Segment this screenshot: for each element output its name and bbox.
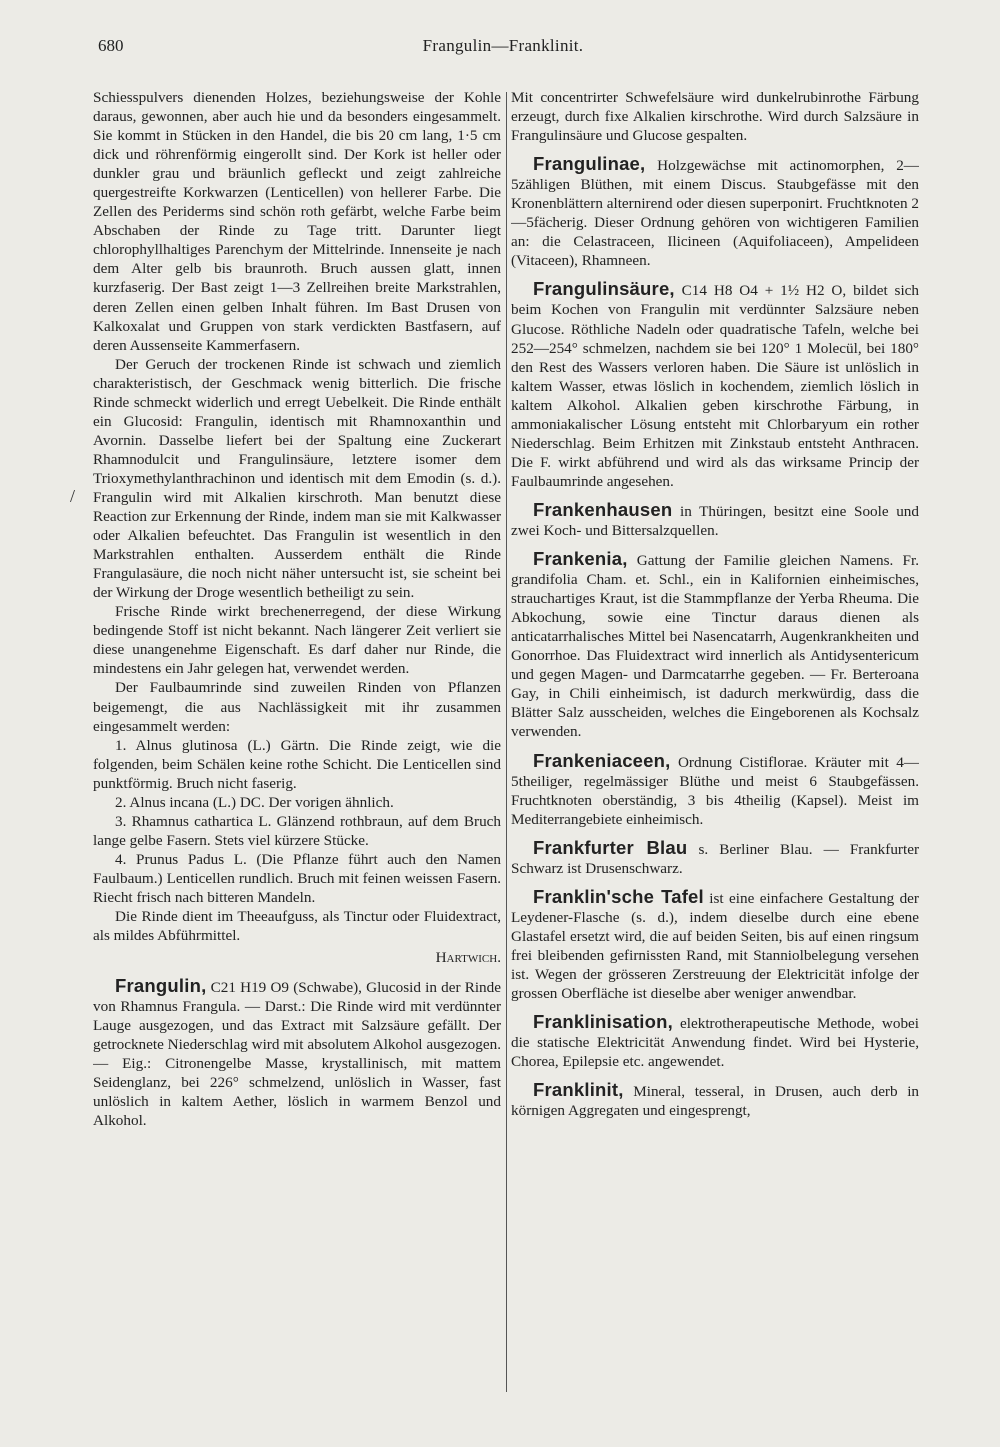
entry-headword: Franklin'sche Tafel (533, 885, 704, 907)
entry-text: elektrotherapeutische Methode, wobei die statische Elektricität Anwendung findet. Wird bei Hysterie, Chorea, Epilepsie etc. angewendet. (511, 1015, 919, 1071)
entry-headword: Frangulinsäure, (533, 278, 675, 300)
author-signature: Hartwich. (435, 949, 501, 967)
paragraph: 2. Alnus incana (L.) DC. Der vorigen ähnlich. (115, 793, 394, 811)
entry-text: Gattung der Familie gleichen Namens. Fr. grandifolia Cham. et. Schl., ein in Kalifornien einheimisches, strauchartiges Kraut, ist die Stammpflanze der Yerba Rheuma. Die Abkochung, sowie eine Tinctur daraus dienen als anticatarrhalisches Mittel bei Nasencatarrh, Augenkrankheiten und Gonorrhoe. Das Fluidextract wird innerlich als Antidysentericum und gegen Magen- und Darmcatarrhe gegeben. — Fr. Berteroana Gay, in Chili einheimisch, ist dadurch merkwürdig, dass die Blätter Salz ausscheiden, welches die Eingeborenen als Kochsalz verwenden. (511, 552, 919, 741)
dictionary-entry (511, 549, 919, 741)
paragraph: Mit concentrirter Schwefelsäure wird dunkelrubinrothe Färbung erzeugt, durch fixe Alkalien kirschrothe. Wird durch Salzsäure in Frangulinsäure und Glucose gespalten. (511, 89, 919, 145)
dictionary-entry (511, 279, 919, 491)
column-divider (506, 92, 507, 1392)
paragraph: Die Rinde dient im Theeaufguss, als Tinctur oder Fluidextract, als mildes Abführmittel. (93, 908, 501, 945)
dictionary-entry (511, 1012, 919, 1071)
page-number: 680 (98, 36, 124, 55)
entry-text: Mineral, tesseral, in Drusen, auch derb in körnigen Aggregaten und eingesprengt, (511, 1083, 919, 1120)
entry-text: C14 H8 O4 + 1½ H2 O, bildet sich beim Kochen von Frangulin mit verdünnter Salzsäure neben Glucose. Röthliche Nadeln oder quadratische Tafeln, welche bei 252—254° schmelzen, nachdem sie bei 120° 1 Molecül, bei 180° den Rest des Wassers verloren haben. Die Säure ist unlöslich in kaltem Wasser, etwas löslich in kochendem, ziemlich löslich in kaltem Alkohol. Alkalien geben kirschrothe Färbung, in ammoniakalischer Lösung entsteht mit Chlorbaryum ein rother Niederschlag. Beim Erhitzen mit Zinkstaub entsteht Anthracen. Die F. wirkt abführend und wird als das wirksame Princip der Faulbaumrinde angesehen. (511, 282, 919, 490)
entry-headword: Franklinit, (533, 1079, 624, 1101)
entry-text: ist eine einfachere Gestaltung der Leydener-Flasche (s. d.), indem dieselbe durch eine ebene Glastafel ersetzt wird, die auf beiden Seiten, bis auf einen ringsum frei bleibenden gefirnissten Rand, mit Stanniolbelegung versehen ist. Wegen der grösseren Zerstreuung der Elektricität infolge der grossen Oberfläche ist dieselbe aber weniger anwendbar. (511, 889, 919, 1003)
entry-text: C21 H19 O9 (Schwabe), Glucosid in der Rinde von Rhamnus Frangula. — Darst.: Die Rinde wird mit verdünnter Lauge ausgezogen, und das Extract mit Salzsäure gefällt. Der getrocknete Niederschlag wird mit absolutem Alkohol ausgezogen. — Eig.: Citronengelbe Masse, krystallinisch, mit mattem Seidenglanz, bei 226° schmelzend, unlöslich in Wasser, fast unlöslich in kaltem Aether, löslich in warmem Benzol und Alkohol. (93, 979, 501, 1130)
paragraph: 3. Rhamnus cathartica L. Glänzend rothbraun, auf dem Bruch lange gelbe Fasern. Stets viel kürzere Stücke. (93, 812, 501, 849)
page-header (98, 36, 908, 60)
paragraph: Der Geruch der trockenen Rinde ist schwach und ziemlich charakteristisch, der Geschmack wenig bitterlich. Die frische Rinde schmeckt widerlich und erregt Uebelkeit. Die Rinde enthält ein Glucosid: Frangulin, identisch mit Rhamnoxanthin und Avornin. Dasselbe liefert bei der Spaltung eine Zuckerart Rhamnodulcit und Frangulinsäure, letztere isomer dem Trioxymethylanthrachinon und identisch mit dem Emodin (s. d.). Frangulin wird mit Alkalien kirschroth. Man benutzt diese Reaction zur Erkennung der Rinde, indem man sie mit Kalkwasser oder Alkalien befeuchtet. Das Frangulin ist wesentlich in den Markstrahlen enthalten. Ausserdem enthält die Rinde Frangulasäure, die noch nicht näher untersucht ist, sie scheint bei der Wirkung der Droge wesentlich betheiligt zu sein. (93, 355, 501, 602)
paragraph: 1. Alnus glutinosa (L.) Gärtn. Die Rinde zeigt, wie die folgenden, beim Schälen keine rothe Schicht. Die Lenticellen sind punktförmig. Bruch nicht faserig. (93, 736, 501, 792)
paragraph: Schiesspulvers dienenden Holzes, beziehungsweise der Kohle daraus, gewonnen, aber auch hie und da besonders eingesammelt. Sie kommt in Stücken in den Handel, die bis 20 cm lang, 1·5 cm dick und röhrenförmig eingerollt sind. Der Kork ist heller oder dunkler grau und bräunlich gefleckt und zeigt zahlreiche quergestreifte Korkwarzen (Lenticellen) von hellerer Farbe. Die Zellen des Periderms sind schön roth gefärbt, welche Farbe beim Abschaben der Rinde zu Tage tritt. Darunter liegt chlorophyllhaltiges Parenchym der Mittelrinde. Innenseite je nach dem Alter gelb bis braunroth. Bruch aussen glatt, innen kurzfaserig. Der Bast zeigt 1—3 Zellreihen breite Markstrahlen, deren Zellen einen gelben Inhalt führen. Im Bast Drusen von Kalkoxalat und Gruppen von stark verdickten Bastfasern, auf deren Aussenseite Kammerfasern. (93, 89, 501, 354)
right-column (511, 88, 919, 1428)
entry-text: s. Berliner Blau. — Frankfurter Schwarz ist Drusenschwarz. (511, 840, 919, 877)
entry-headword: Frangulin, (115, 975, 207, 997)
dictionary-entry (511, 751, 919, 829)
margin-mark: / (70, 486, 76, 506)
paragraph: Der Faulbaumrinde sind zuweilen Rinden von Pflanzen beigemengt, die aus Nachlässigkeit mit ihr zusammen eingesammelt werden: (93, 679, 501, 735)
dictionary-entry (511, 887, 919, 1003)
dictionary-entry (511, 838, 919, 878)
entry-text: in Thüringen, besitzt eine Soole und zwei Koch- und Bittersalzquellen. (511, 502, 919, 539)
entry-headword: Frankenhausen (533, 498, 673, 520)
entry-headword: Frankfurter Blau (533, 836, 688, 858)
dictionary-entry (511, 154, 919, 270)
left-column (93, 88, 501, 1428)
paragraph: Frische Rinde wirkt brechenerregend, der diese Wirkung bedingende Stoff ist nicht bekannt. Nach längerer Zeit verliert sie diese unangenehme Eigenschaft. Es darf daher nur Rinde, die mindestens ein Jahr gelegen hat, verwendet werden. (93, 603, 501, 678)
entry-headword: Franklinisation, (533, 1011, 673, 1033)
entry-headword: Frangulinae, (533, 153, 646, 175)
paragraph: 4. Prunus Padus L. (Die Pflanze führt auch den Namen Faulbaum.) Lenticellen rundlich. Bruch mit feinen weissen Fasern. Riecht frisch nach bitteren Mandeln. (93, 850, 501, 906)
dictionary-entry (511, 1080, 919, 1120)
entry-headword: Frankenia, (533, 548, 628, 570)
entry-headword: Frankeniaceen, (533, 749, 671, 771)
running-head: Frangulin—Franklinit. (422, 36, 584, 55)
dictionary-entry (511, 500, 919, 540)
entry-text: Holzgewächse mit actinomorphen, 2—5zähligen Blüthen, mit einem Discus. Staubgefässe mit den Kronenblättern alternirend oder diesen superponirt. Fruchtknoten 2—5fächerig. Dieser Ordnung gehören von wichtigeren Familien an: die Celastraceen, Ilicineen (Aquifoliaceen), Ampelideen (Vitaceen), Rhamneen. (511, 157, 919, 270)
dictionary-entry (93, 976, 501, 1130)
entry-text: Ordnung Cistiflorae. Kräuter mit 4—5theiliger, regelmässiger Blüthe und meist 6 Staubgefässen. Fruchtknoten oberständig, 3 bis 4theilig (Kapsel). Meist im Mediterrangebiete einheimisch. (511, 753, 919, 828)
